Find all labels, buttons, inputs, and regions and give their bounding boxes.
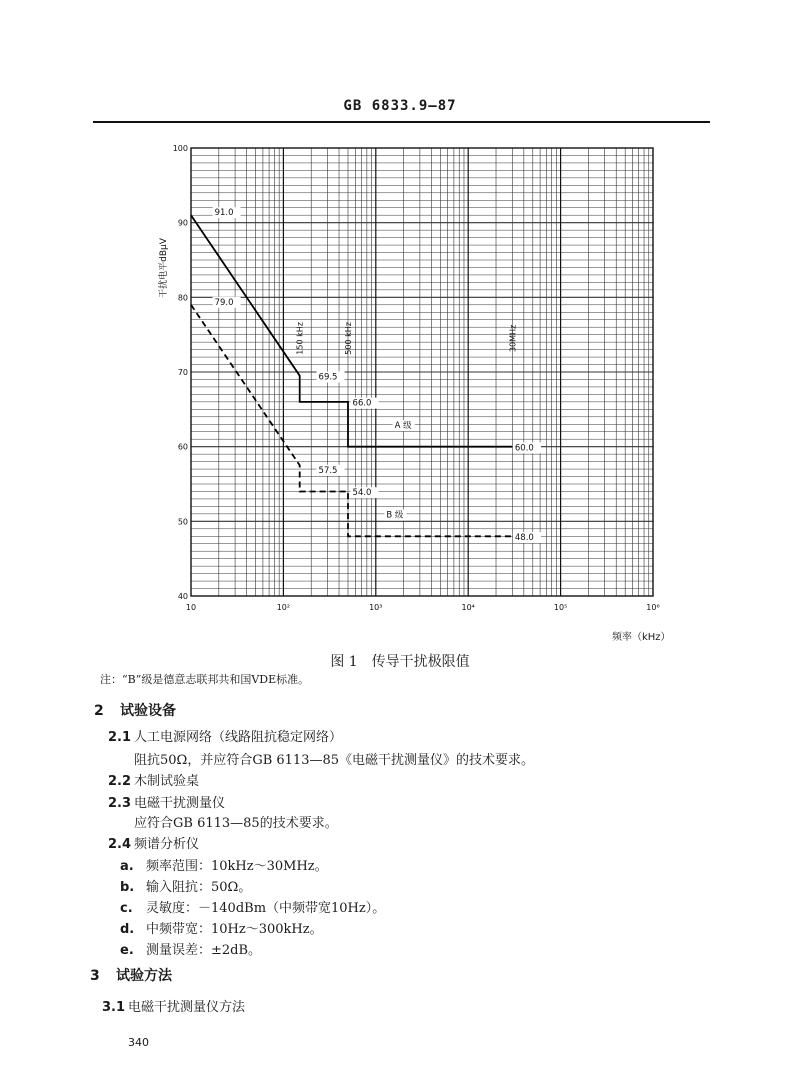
frequency-unit-label: 频率（kHz） xyxy=(612,632,671,643)
item-text: 电磁干扰测量仪 xyxy=(134,796,226,811)
item-number: 3.1 xyxy=(102,1000,126,1015)
item-2-2 xyxy=(108,770,199,789)
x-tick-label: 10² xyxy=(276,603,291,612)
annotation-label: B 级 xyxy=(386,510,404,521)
figure-caption: 图 1 传导干扰极限值 xyxy=(330,654,470,670)
annotation-label: A 级 xyxy=(394,421,412,431)
list-text: 中频带宽：10Hz～300kHz。 xyxy=(146,922,323,937)
chart-grid xyxy=(191,148,653,596)
list-text: 频率范围：10kHz～30MHz。 xyxy=(146,859,328,874)
page-number: 340 xyxy=(128,1036,149,1049)
y-tick-label: 40 xyxy=(177,592,188,601)
annotation-label: 79.0 xyxy=(214,297,234,308)
annotation-label: 57.5 xyxy=(318,465,338,476)
x-tick-label: 10⁵ xyxy=(553,603,568,612)
y-tick-label: 60 xyxy=(177,442,188,452)
item-text: 人工电源网络（线路阻抗稳定网络） xyxy=(134,730,343,745)
list-letter: d. xyxy=(120,922,135,937)
annotation-label: 91.0 xyxy=(214,208,234,219)
item-text: 电磁干扰测量仪方法 xyxy=(128,1000,246,1015)
section-number: 3 xyxy=(90,968,100,984)
list-text: 测量误差：±2dB。 xyxy=(146,943,262,958)
item-number: 2.4 xyxy=(108,837,132,852)
annotation-label: 66.0 xyxy=(352,398,372,409)
standard-code: GB 6833.9—87 xyxy=(343,98,457,114)
y-tick-label: 100 xyxy=(172,144,188,153)
spec-item-d xyxy=(120,918,323,937)
section-title: 试验方法 xyxy=(116,968,172,984)
y-tick-label: 90 xyxy=(177,218,188,228)
item-number: 2.2 xyxy=(108,774,132,789)
list-text: 灵敏度：－140dBm（中频带宽10Hz）。 xyxy=(146,901,386,916)
item-2-4 xyxy=(108,833,199,852)
item-2-1-body: 阻抗50Ω，并应符合GB 6113—85《电磁干扰测量仪》的技术要求。 xyxy=(134,753,535,768)
list-letter: b. xyxy=(120,880,135,895)
x-tick-label: 10³ xyxy=(369,603,383,612)
item-2-3-body: 应符合GB 6113—85的技术要求。 xyxy=(134,816,338,831)
annotation-label: 54.0 xyxy=(352,488,372,499)
list-letter: a. xyxy=(120,859,134,874)
frequency-marker-label: 30MHz xyxy=(508,324,518,353)
item-2-1 xyxy=(108,726,342,745)
section-2-heading xyxy=(94,700,176,720)
list-text: 输入阻抗：50Ω。 xyxy=(146,880,252,895)
section-3-heading xyxy=(90,965,172,985)
frequency-marker-label: 500 kHz xyxy=(343,322,353,355)
x-tick-label: 10⁶ xyxy=(646,603,660,612)
section-title: 试验设备 xyxy=(120,703,176,719)
item-number: 2.1 xyxy=(108,730,132,745)
item-text: 频谱分析仪 xyxy=(134,837,200,852)
y-tick-label: 70 xyxy=(177,368,188,377)
item-2-3 xyxy=(108,792,225,811)
annotation-label: 60.0 xyxy=(514,443,534,454)
annotation-label: 69.5 xyxy=(318,372,338,383)
chart-labels xyxy=(173,144,660,612)
annotation-label: 48.0 xyxy=(514,533,534,543)
frequency-marker-label: 150 kHz xyxy=(295,322,305,355)
y-tick-label: 50 xyxy=(177,517,188,527)
list-letter: e. xyxy=(120,943,134,958)
spec-item-c xyxy=(120,897,385,916)
y-tick-label: 80 xyxy=(177,293,188,303)
x-tick-label: 10⁴ xyxy=(461,603,475,612)
figure-note: 注：“B”级是德意志联邦共和国VDE标准。 xyxy=(100,673,310,686)
item-number: 2.3 xyxy=(108,796,132,811)
spec-item-e xyxy=(120,939,261,958)
item-3-1 xyxy=(102,996,245,1015)
y-axis-label: 干扰电平dBμV xyxy=(159,238,169,298)
list-letter: c. xyxy=(120,901,133,916)
spec-item-a xyxy=(120,855,328,874)
section-number: 2 xyxy=(94,703,104,719)
item-text: 木制试验桌 xyxy=(134,774,200,789)
x-tick-label: 10 xyxy=(185,603,197,612)
spec-item-b xyxy=(120,876,251,895)
